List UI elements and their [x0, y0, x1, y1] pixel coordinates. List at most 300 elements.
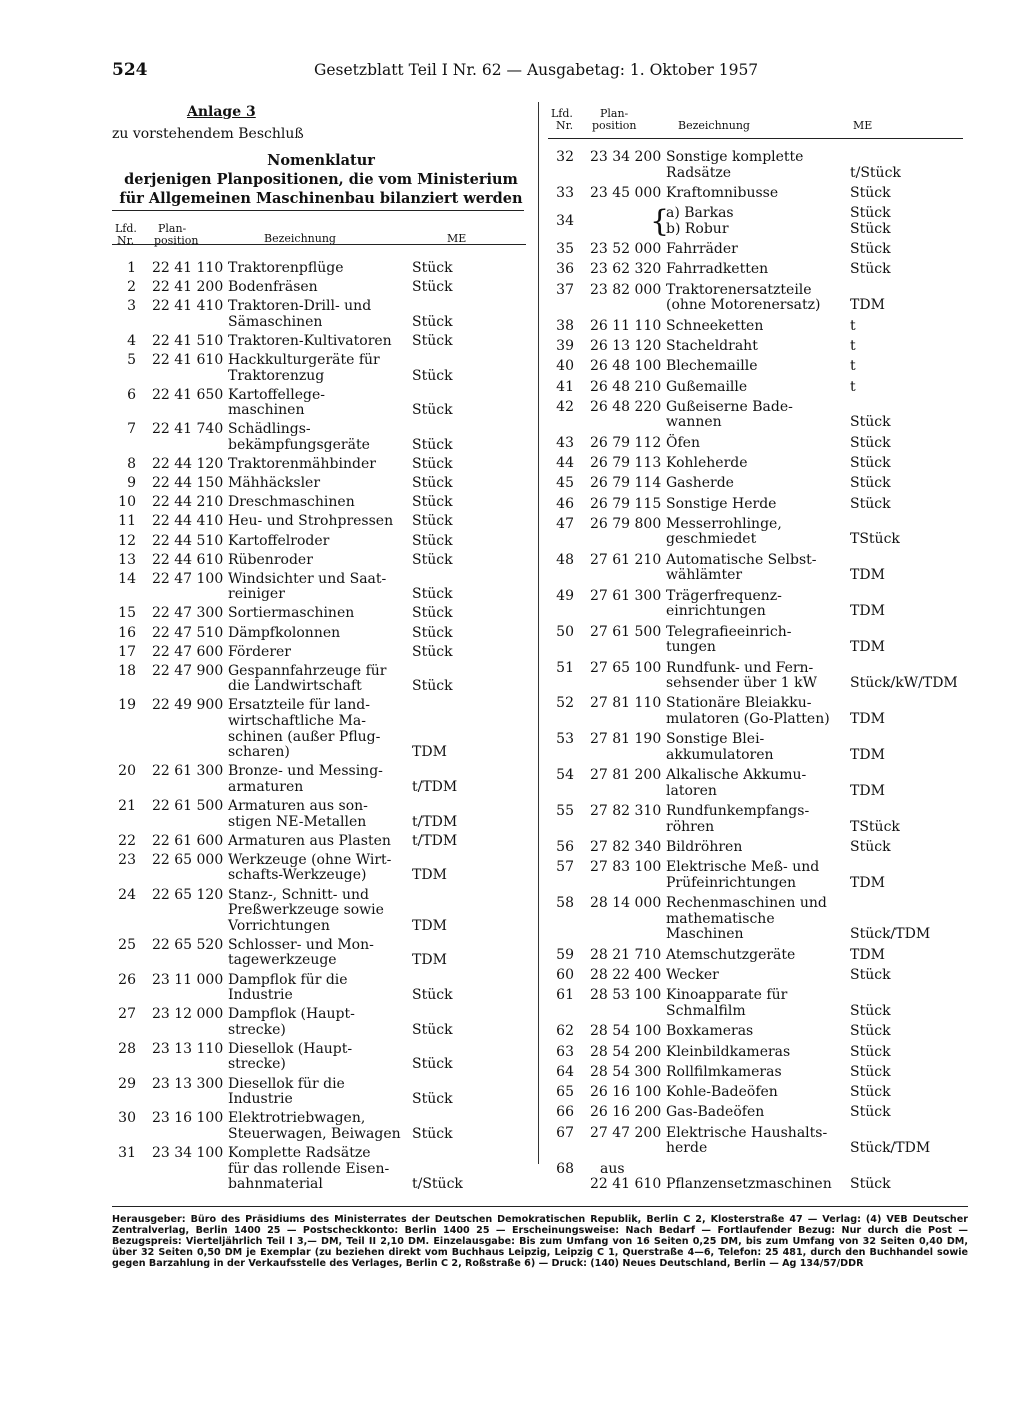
unit-of-measure: Stück	[850, 495, 891, 512]
unit-of-measure: Stück	[850, 220, 891, 237]
plan-position: 28 54 100	[590, 1023, 662, 1040]
row-number: 27	[118, 1006, 136, 1023]
unit-of-measure: TDM	[850, 639, 885, 656]
plan-position: 26 79 800	[590, 515, 662, 532]
brace-glyph: {	[650, 204, 670, 240]
unit-of-measure: Stück	[412, 436, 453, 453]
item-description: Kleinbildkameras	[666, 1043, 791, 1060]
row-number: 34	[556, 213, 574, 230]
item-description: Bodenfräsen	[228, 279, 318, 296]
table-row	[112, 1007, 530, 1038]
unit-of-measure: Stück	[850, 1104, 891, 1121]
row-number: 9	[127, 475, 136, 492]
table-row	[548, 589, 968, 620]
row-number: 40	[556, 358, 574, 375]
unit-of-measure: Stück	[412, 513, 453, 530]
item-description: die Landwirtschaft	[228, 678, 362, 695]
unit-of-measure: Stück	[412, 1091, 453, 1108]
plan-position: 27 81 200	[590, 767, 662, 784]
plan-position: 26 48 210	[590, 378, 662, 395]
footer-rule	[112, 1206, 968, 1207]
table-row	[112, 572, 530, 603]
table-row	[112, 1146, 530, 1193]
row-number: 61	[556, 987, 574, 1004]
table-row	[112, 495, 530, 511]
item-description: Dreschmaschinen	[228, 494, 355, 511]
item-description: maschinen	[228, 402, 305, 419]
table-row	[548, 380, 968, 396]
plan-position: 26 16 100	[590, 1084, 662, 1101]
item-description: Preßwerkzeuge sowie	[228, 902, 384, 919]
item-description: Windsichter und Saat-	[228, 570, 387, 587]
row-number: 11	[118, 513, 136, 530]
unit-of-measure: t	[850, 317, 856, 334]
plan-position: 26 48 100	[590, 358, 662, 375]
table-row	[548, 359, 968, 375]
item-description: Traktorenzug	[228, 367, 325, 384]
table-row	[548, 1045, 968, 1061]
table-row	[112, 698, 530, 760]
table-row	[548, 661, 968, 692]
item-description: Kohleherde	[666, 455, 748, 471]
item-description: Elektrische Haushalts-	[666, 1124, 828, 1141]
row-number: 48	[556, 551, 574, 568]
table-row	[548, 1126, 968, 1157]
item-description: röhren	[666, 818, 715, 835]
table-row	[112, 1111, 530, 1142]
row-number: 5	[127, 352, 136, 368]
table-row	[548, 696, 968, 727]
running-header	[112, 60, 777, 80]
plan-position: 23 11 000	[152, 971, 224, 988]
item-description: Kinoapparate für	[666, 987, 788, 1004]
unit-of-measure: Stück/kW/TDM	[850, 675, 958, 692]
item-description: einrichtungen	[666, 603, 766, 620]
page-number: 524	[112, 60, 148, 80]
plan-position: 22 61 600	[152, 832, 224, 849]
item-description: Elektrotriebwagen,	[228, 1110, 366, 1127]
plan-position: 23 34 200	[590, 149, 662, 165]
table-row	[548, 840, 968, 856]
table-row	[112, 1077, 530, 1108]
plan-position: 22 44 610	[152, 551, 224, 568]
unit-of-measure: Stück	[412, 332, 453, 349]
row-number: 22	[118, 832, 136, 849]
table-row	[548, 732, 968, 763]
row-number: 68	[556, 1160, 574, 1177]
plan-position: 22 65 520	[152, 936, 224, 953]
row-number: 45	[556, 475, 574, 492]
item-description: Rundfunk- und Fern-	[666, 659, 814, 676]
item-description: Gas-Badeöfen	[666, 1104, 765, 1121]
row-number: 1	[127, 260, 136, 276]
item-description: Gasherde	[666, 475, 734, 492]
row-number: 49	[556, 587, 574, 604]
plan-position: 22 47 900	[152, 662, 224, 679]
item-description: Industrie	[228, 987, 293, 1004]
unit-of-measure: Stück	[412, 624, 453, 641]
table-row	[548, 1085, 968, 1101]
table-row	[112, 938, 530, 969]
unit-of-measure: Stück	[412, 260, 453, 276]
row-number: 26	[118, 971, 136, 988]
plan-position: 26 79 115	[590, 495, 662, 512]
table-row	[112, 457, 530, 473]
table-header	[548, 108, 963, 134]
unit-of-measure: Stück	[850, 434, 891, 451]
plan-position: 23 52 000	[590, 241, 662, 258]
row-number: 3	[127, 298, 136, 315]
row-number: 7	[127, 421, 136, 438]
unit-of-measure: Stück	[412, 1056, 453, 1073]
row-number: 12	[118, 532, 136, 549]
item-description: Stacheldraht	[666, 337, 758, 354]
plan-position: 22 44 120	[152, 456, 224, 473]
item-description: Messerrohlinge,	[666, 515, 782, 532]
item-description: schafts-Werkzeuge)	[228, 867, 367, 884]
row-number: 29	[118, 1075, 136, 1092]
row-number: 25	[118, 936, 136, 953]
plan-position: 26 16 200	[590, 1104, 662, 1121]
plan-position: 22 41 110	[152, 260, 224, 276]
table-row	[548, 204, 968, 240]
item-description: Rollfilmkameras	[666, 1063, 782, 1080]
item-description: Sonstige Herde	[666, 495, 777, 512]
col-nr-label-2: Nr.	[556, 119, 574, 132]
unit-of-measure: TDM	[850, 297, 885, 314]
unit-of-measure: TDM	[850, 746, 885, 763]
table-row	[112, 764, 530, 795]
row-number: 10	[118, 494, 136, 511]
item-description: geschmiedet	[666, 531, 757, 548]
row-number: 28	[118, 1040, 136, 1057]
item-description: Traktoren-Drill- und	[228, 298, 372, 315]
item-description: Bildröhren	[666, 839, 743, 855]
plan-position: 23 82 000	[590, 281, 662, 298]
row-number: 19	[118, 697, 136, 714]
unit-of-measure: Stück	[850, 205, 891, 222]
item-description: für das rollende Eisen-	[228, 1160, 390, 1177]
plan-position: 22 41 650	[152, 386, 224, 403]
item-description: Dampflok (Haupt-	[228, 1006, 355, 1023]
item-description: Alkalische Akkumu-	[666, 767, 807, 784]
row-number: 38	[556, 317, 574, 334]
row-number: 13	[118, 551, 136, 568]
item-description: Sortiermaschinen	[228, 605, 355, 622]
col-pos-label-2: position	[592, 119, 637, 132]
unit-of-measure: Stück	[850, 1084, 891, 1101]
row-number: 51	[556, 659, 574, 676]
unit-of-measure: Stück	[412, 475, 453, 492]
plan-position: 22 65 000	[152, 851, 224, 868]
table-row	[112, 799, 530, 830]
item-description: Kartoffellege-	[228, 386, 326, 403]
row-number: 32	[556, 149, 574, 165]
item-description: Ersatzteile für land-	[228, 697, 370, 714]
unit-of-measure: Stück	[412, 605, 453, 622]
column-divider	[538, 102, 539, 1164]
plan-position: 22 44 410	[152, 513, 224, 530]
item-description: akkumulatoren	[666, 746, 774, 763]
table-row	[112, 606, 530, 622]
item-description: strecke)	[228, 1021, 286, 1038]
unit-of-measure: Stück	[850, 184, 891, 201]
item-description: Hackkulturgeräte für	[228, 352, 380, 368]
unit-of-measure: Stück	[412, 678, 453, 695]
plan-position: 22 47 510	[152, 624, 224, 641]
row-number: 56	[556, 839, 574, 855]
table-row	[112, 664, 530, 695]
row-number: 21	[118, 798, 136, 814]
item-description: Armaturen aus Plasten	[228, 832, 391, 849]
item-description: wannen	[666, 414, 722, 431]
unit-of-measure: Stück	[412, 402, 453, 419]
plan-position: 27 47 200	[590, 1124, 662, 1141]
row-number: 4	[127, 332, 136, 349]
unit-of-measure: Stück	[850, 241, 891, 258]
item-description: Förderer	[228, 643, 291, 660]
plan-position: 27 61 210	[590, 551, 662, 568]
table-header-rule	[548, 138, 963, 139]
table-row	[548, 476, 968, 492]
row-number: 59	[556, 946, 574, 963]
row-number: 30	[118, 1110, 136, 1127]
item-description: Fahrradketten	[666, 261, 769, 278]
plan-position: 23 13 300	[152, 1075, 224, 1092]
plan-position: aus	[600, 1160, 625, 1177]
row-number: 55	[556, 803, 574, 820]
unit-of-measure: Stück	[412, 313, 453, 330]
col-pos-label-1: Plan-	[158, 222, 187, 235]
item-description: Industrie	[228, 1091, 293, 1108]
table-row	[548, 262, 968, 278]
item-description: armaturen	[228, 778, 304, 795]
item-description: Komplette Radsätze	[228, 1145, 371, 1161]
item-description: Rübenroder	[228, 551, 313, 568]
plan-position: 23 34 100	[152, 1145, 224, 1161]
row-number: 66	[556, 1104, 574, 1121]
item-description: Mähhäcksler	[228, 475, 321, 492]
unit-of-measure: Stück	[850, 1043, 891, 1060]
item-description: mulatoren (Go-Platten)	[666, 710, 830, 727]
unit-of-measure: TDM	[850, 603, 885, 620]
anlage-label: Anlage 3	[187, 104, 256, 120]
unit-of-measure: Stück	[850, 1063, 891, 1080]
table-row	[112, 422, 530, 453]
plan-position: 22 44 510	[152, 532, 224, 549]
row-number: 31	[118, 1145, 136, 1161]
table-row	[112, 834, 530, 850]
row-number: 64	[556, 1063, 574, 1080]
item-description: wirtschaftliche Ma-	[228, 712, 366, 729]
table-row	[548, 768, 968, 799]
plan-position: 23 12 000	[152, 1006, 224, 1023]
item-description: Gußeiserne Bade-	[666, 398, 793, 415]
plan-position: 22 47 300	[152, 605, 224, 622]
unit-of-measure: Stück	[850, 1176, 891, 1193]
unit-of-measure: t/TDM	[412, 778, 458, 795]
plan-position: 22 41 200	[152, 279, 224, 296]
plan-position: 27 82 310	[590, 803, 662, 820]
item-description: mathematische	[666, 910, 775, 927]
table-row	[548, 436, 968, 452]
plan-position: 28 14 000	[590, 895, 662, 912]
table-row	[112, 299, 530, 330]
item-description: bekämpfungsgeräte	[228, 436, 370, 453]
table-row	[548, 968, 968, 984]
unit-of-measure: Stück/TDM	[850, 1140, 931, 1157]
item-description: Öfen	[666, 434, 700, 451]
item-description: Werkzeuge (ohne Wirt-	[228, 851, 392, 868]
item-description: Boxkameras	[666, 1023, 754, 1040]
plan-position: 26 79 112	[590, 434, 662, 451]
col-nr-label-1: Lfd.	[115, 222, 137, 235]
unit-of-measure: Stück/TDM	[850, 926, 931, 943]
plan-position: 22 41 740	[152, 421, 224, 438]
table-row	[112, 261, 530, 277]
item-description: Fahrräder	[666, 241, 738, 258]
item-description: bahnmaterial	[228, 1176, 323, 1193]
unit-of-measure: Stück	[850, 455, 891, 471]
table-row	[548, 553, 968, 584]
unit-of-measure: Stück	[412, 586, 453, 603]
item-description: Bronze- und Messing-	[228, 763, 383, 780]
item-description: Schädlings-	[228, 421, 311, 438]
row-number: 20	[118, 763, 136, 780]
row-number: 43	[556, 434, 574, 451]
row-number: 18	[118, 662, 136, 679]
unit-of-measure: Stück	[412, 987, 453, 1004]
table-row	[548, 283, 968, 314]
row-number: 8	[127, 456, 136, 473]
plan-position: 22 47 100	[152, 570, 224, 587]
col-me-label: ME	[853, 119, 873, 132]
plan-position: 23 45 000	[590, 184, 662, 201]
plan-position: 23 13 110	[152, 1040, 224, 1057]
unit-of-measure: Stück	[850, 967, 891, 983]
item-description: b) Robur	[666, 220, 729, 237]
row-number: 47	[556, 515, 574, 532]
table-row	[548, 456, 968, 472]
heading-line-1: Nomenklatur	[267, 152, 375, 169]
row-number: 57	[556, 859, 574, 876]
table-row	[548, 1065, 968, 1081]
col-me-label: ME	[447, 232, 467, 245]
unit-of-measure: TDM	[850, 710, 885, 727]
item-description: Sonstige Blei-	[666, 731, 765, 748]
plan-position: 22 41 610	[590, 1176, 662, 1193]
unit-of-measure: TDM	[850, 874, 885, 891]
unit-of-measure: Stück	[412, 532, 453, 549]
item-description: herde	[666, 1140, 708, 1157]
col-nr-label-1: Lfd.	[551, 107, 573, 120]
plan-position: 22 61 500	[152, 798, 224, 814]
table-row	[548, 1105, 968, 1121]
unit-of-measure: TDM	[412, 952, 447, 969]
item-description: Maschinen	[666, 926, 744, 943]
unit-of-measure: TDM	[412, 744, 447, 761]
item-description: Prüfeinrichtungen	[666, 874, 797, 891]
item-description: Traktorenpflüge	[228, 260, 344, 276]
unit-of-measure: Stück	[850, 414, 891, 431]
unit-of-measure: TDM	[850, 782, 885, 799]
table-header-rule	[112, 244, 526, 245]
plan-position: 22 61 300	[152, 763, 224, 780]
unit-of-measure: Stück	[850, 475, 891, 492]
unit-of-measure: Stück	[412, 1021, 453, 1038]
row-number: 15	[118, 605, 136, 622]
unit-of-measure: Stück	[850, 839, 891, 855]
item-description: Dämpfkolonnen	[228, 624, 341, 641]
table-row	[112, 626, 530, 642]
row-number: 60	[556, 967, 574, 983]
header-title: Gesetzblatt Teil I Nr. 62 — Ausgabetag: 1. Oktober 1957	[314, 61, 759, 79]
plan-position: 26 11 110	[590, 317, 662, 334]
table-row	[112, 1042, 530, 1073]
row-number: 63	[556, 1043, 574, 1060]
row-number: 36	[556, 261, 574, 278]
col-bez-label: Bezeichnung	[678, 119, 750, 132]
plan-position: 27 61 300	[590, 587, 662, 604]
table-row	[112, 973, 530, 1004]
item-description: Diesellok (Haupt-	[228, 1040, 353, 1057]
item-description: reiniger	[228, 586, 285, 603]
unit-of-measure: TDM	[412, 867, 447, 884]
item-description: Diesellok für die	[228, 1075, 345, 1092]
unit-of-measure: t	[850, 358, 856, 375]
item-description: Kraftomnibusse	[666, 184, 779, 201]
row-number: 24	[118, 886, 136, 903]
item-description: wählämter	[666, 567, 743, 584]
table-row	[112, 514, 530, 530]
unit-of-measure: Stück	[412, 456, 453, 473]
item-description: schinen (außer Pflug-	[228, 728, 381, 745]
item-description: (ohne Motorenersatz)	[666, 297, 821, 314]
row-number: 33	[556, 184, 574, 201]
table-row	[112, 888, 530, 935]
item-description: latoren	[666, 782, 717, 799]
item-description: tungen	[666, 639, 716, 656]
table-row	[112, 280, 530, 296]
table-header	[112, 223, 524, 249]
item-description: Telegrafieeinrich-	[666, 623, 792, 640]
table-row	[548, 339, 968, 355]
plan-position: 22 44 150	[152, 475, 224, 492]
row-number: 42	[556, 398, 574, 415]
item-description: tagewerkzeuge	[228, 952, 337, 969]
row-number: 58	[556, 895, 574, 912]
item-description: Sonstige komplette	[666, 149, 804, 165]
row-number: 50	[556, 623, 574, 640]
row-number: 67	[556, 1124, 574, 1141]
table-row	[548, 1162, 968, 1193]
row-number: 14	[118, 570, 136, 587]
plan-position: 22 44 210	[152, 494, 224, 511]
plan-position: 22 41 610	[152, 352, 224, 368]
unit-of-measure: TDM	[850, 946, 885, 963]
row-number: 46	[556, 495, 574, 512]
item-description: Trägerfrequenz-	[666, 587, 782, 604]
plan-position: 28 21 710	[590, 946, 662, 963]
plan-position: 28 54 300	[590, 1063, 662, 1080]
table-row	[548, 1024, 968, 1040]
row-number: 35	[556, 241, 574, 258]
row-number: 62	[556, 1023, 574, 1040]
row-number: 17	[118, 643, 136, 660]
table-row	[548, 896, 968, 943]
item-description: Wecker	[666, 967, 719, 983]
unit-of-measure: Stück	[412, 279, 453, 296]
